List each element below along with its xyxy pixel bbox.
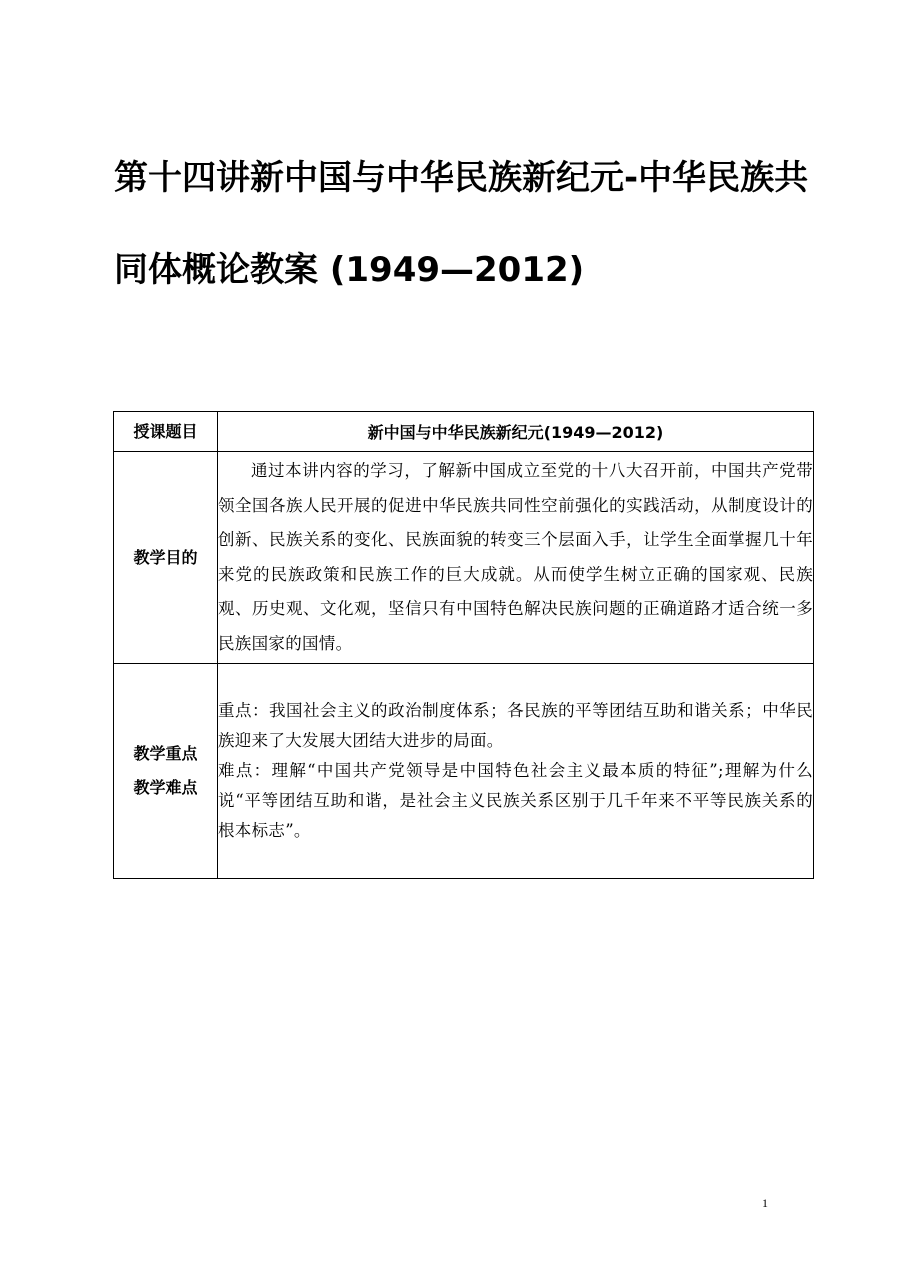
key-points-cell	[218, 664, 814, 879]
title-line-1: 第十四讲新中国与中华民族新纪元-中华民族共	[114, 158, 809, 198]
goal-label: 教学目的	[133, 547, 198, 567]
key-label-cell	[114, 664, 218, 879]
topic-label-cell	[114, 412, 218, 452]
topic-label: 授课题目	[133, 421, 198, 441]
goal-text: 通过本讲内容的学习，了解新中国成立至党的十八大召开前，中国共产党带领全国各族人民开展的促进中华民族共同性空前强化的实践活动，从制度设计的创新、民族关系的变化、民族面貌的转变三个层面入手，让学生全面掌握几十年来党的民族政策和民族工作的巨大成就。从而使学生树立正确的国家观、民族观、历史观、文化观，坚信只有中国特色解决民族问题的正确道路才适合统一多民族国家的国情。	[218, 452, 814, 664]
document-title	[114, 132, 814, 316]
goal-label-cell	[114, 452, 218, 664]
table-row-key-points	[114, 664, 814, 879]
difficult-point-text: 难点：理解“中国共产党领导是中国特色社会主义最本质的特征”;理解为什么说“平等团结互助和谐，是社会主义民族关系区别于几千年来不平等民族关系的根本标志”。	[218, 761, 813, 840]
difficult-point-label: 教学难点	[133, 778, 198, 797]
title-line-2: 同体概论教案 (1949—2012)	[114, 250, 585, 290]
page-number: 1	[762, 1196, 768, 1210]
key-point-text: 重点：我国社会主义的政治制度体系；各民族的平等团结互助和谐关系；中华民族迎来了大发展大团结大进步的局面。	[218, 701, 813, 750]
table-row-goal	[114, 452, 814, 664]
lesson-plan-table	[113, 411, 814, 879]
key-point-label: 教学重点	[133, 744, 198, 763]
table-row-topic	[114, 412, 814, 452]
topic-value: 新中国与中华民族新纪元(1949—2012)	[218, 412, 814, 452]
